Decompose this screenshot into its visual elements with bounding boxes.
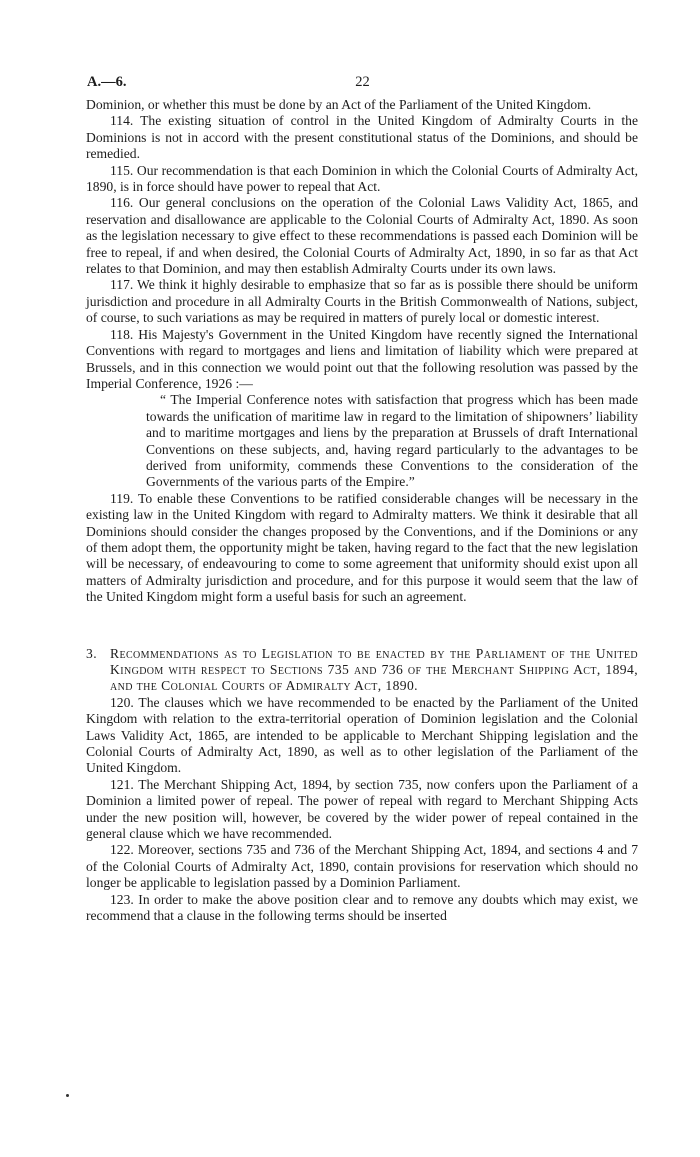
paragraph-123: 123. In order to make the above position clear and to remove any doubts which may exist, we recommend that a clause in the following terms should be inserted <box>86 891 638 924</box>
paragraph-118: 118. His Majesty's Government in the United Kingdom have recently signed the International Conventions with regard to mortgages and liens and limitation of liability which were prepared at Brussels, and in this connection we would point out that the following resolution was passed by the Imperial Conference, 1926 :— <box>86 326 638 391</box>
paragraph-continued: Dominion, or whether this must be done by an Act of the Parliament of the United Kingdom. <box>86 97 592 112</box>
document-reference: A.—6. <box>87 74 127 90</box>
paragraph-120: 120. The clauses which we have recommended to be enacted by the Parliament of the United Kingdom with relation to the extra-territorial operation of Dominion legislation and the Colonial Laws Validity Act, 1865, are intended to be applicable to Merchant Shipping legislation and the Colonial Courts of Admiralty Act, 1890, as well as to other legislation of the Parliament of the United Kingdom. <box>86 694 638 776</box>
section-heading-number: 3. <box>86 645 97 661</box>
paragraph-116: 116. Our general conclusions on the operation of the Colonial Laws Validity Act, 1865, and reservation and disallowance are applicable to the Colonial Courts of Admiralty Act, 1890. As soon as the legislation necessary to give effect to these recommendations is passed each Dominion will be free to repeal, if and when desired, the Colonial Courts of Admiralty Act, 1890, in so far as that Act relates to that Dominion, and may then establish Admiralty Courts under its own laws. <box>86 195 638 277</box>
paragraph-117: 117. We think it highly desirable to emphasize that so far as is possible there should be uniform jurisdiction and procedure in all Admiralty Courts in the British Commonwealth of Nations, subject, of course, to such variations as may be required in matters of purely local or domestic interest. <box>86 277 638 326</box>
paragraph-121: 121. The Merchant Shipping Act, 1894, by section 735, now confers upon the Parliament of a Dominion a limited power of repeal. The power of repeal with regard to Merchant Shipping Acts under the new position will, however, be covered by the wider power of repeal contained in the general clause which we have recommended. <box>86 776 638 842</box>
paragraph-122: 122. Moreover, sections 735 and 736 of the Merchant Shipping Act, 1894, and sections 4 and 7 of the Colonial Courts of Admiralty Act, 1890, contain provisions for reservation which should no longer be applicable to legislation passed by a Dominion Parliament. <box>86 842 638 891</box>
paragraph-115: 115. Our recommendation is that each Dominion in which the Colonial Courts of Admiralty Act, 1890, is in force should have power to repeal that Act. <box>86 162 638 195</box>
paragraph-119: 119. To enable these Conventions to be ratified considerable changes will be necessary in the existing law in the United Kingdom with regard to Admiralty matters. We think it desirable that all Dominions should consider the changes proposed by the Conventions, and if the Dominions or any of them adopt them, the opportunity might be taken, having regard to the fact that the new legislation will be necessary, of endeavouring to come to some agreement that uniformity should exist upon all matters of Admiralty jurisdiction and procedure, and for this purpose it would seem that the law of the United Kingdom might form a useful basis for such an agreement. <box>86 490 638 605</box>
paragraph-114: 114. The existing situation of control in the United Kingdom of Admiralty Courts in the Dominions is not in accord with the present constitutional status of the Dominions, and should be remedied. <box>86 113 638 162</box>
section-heading-text: Recommendations as to Legislation to be enacted by the Parliament of the United Kingdom with respect to Sections 735 and 736 of the Merchant Shipping Act, 1894, and the Colonial Courts of Admiralty Act, 1890. <box>110 645 638 694</box>
section-heading <box>86 646 638 695</box>
margin-mark <box>66 1094 69 1097</box>
page-header <box>87 74 638 94</box>
conference-resolution-quote: “ The Imperial Conference notes with satisfaction that progress which has been made towards the unification of maritime law in regard to the limitation of shipowners’ liability and to maritime mortgages and liens by the preparation at Brussels of draft International Conventions on these subjects, and, having regard particularly to the advantages to be derived from uniformity, commends these Conventions to the consideration of the Governments of the various parts of the Empire.” <box>146 392 638 490</box>
page-number: 22 <box>355 74 370 90</box>
body-text <box>86 97 638 925</box>
